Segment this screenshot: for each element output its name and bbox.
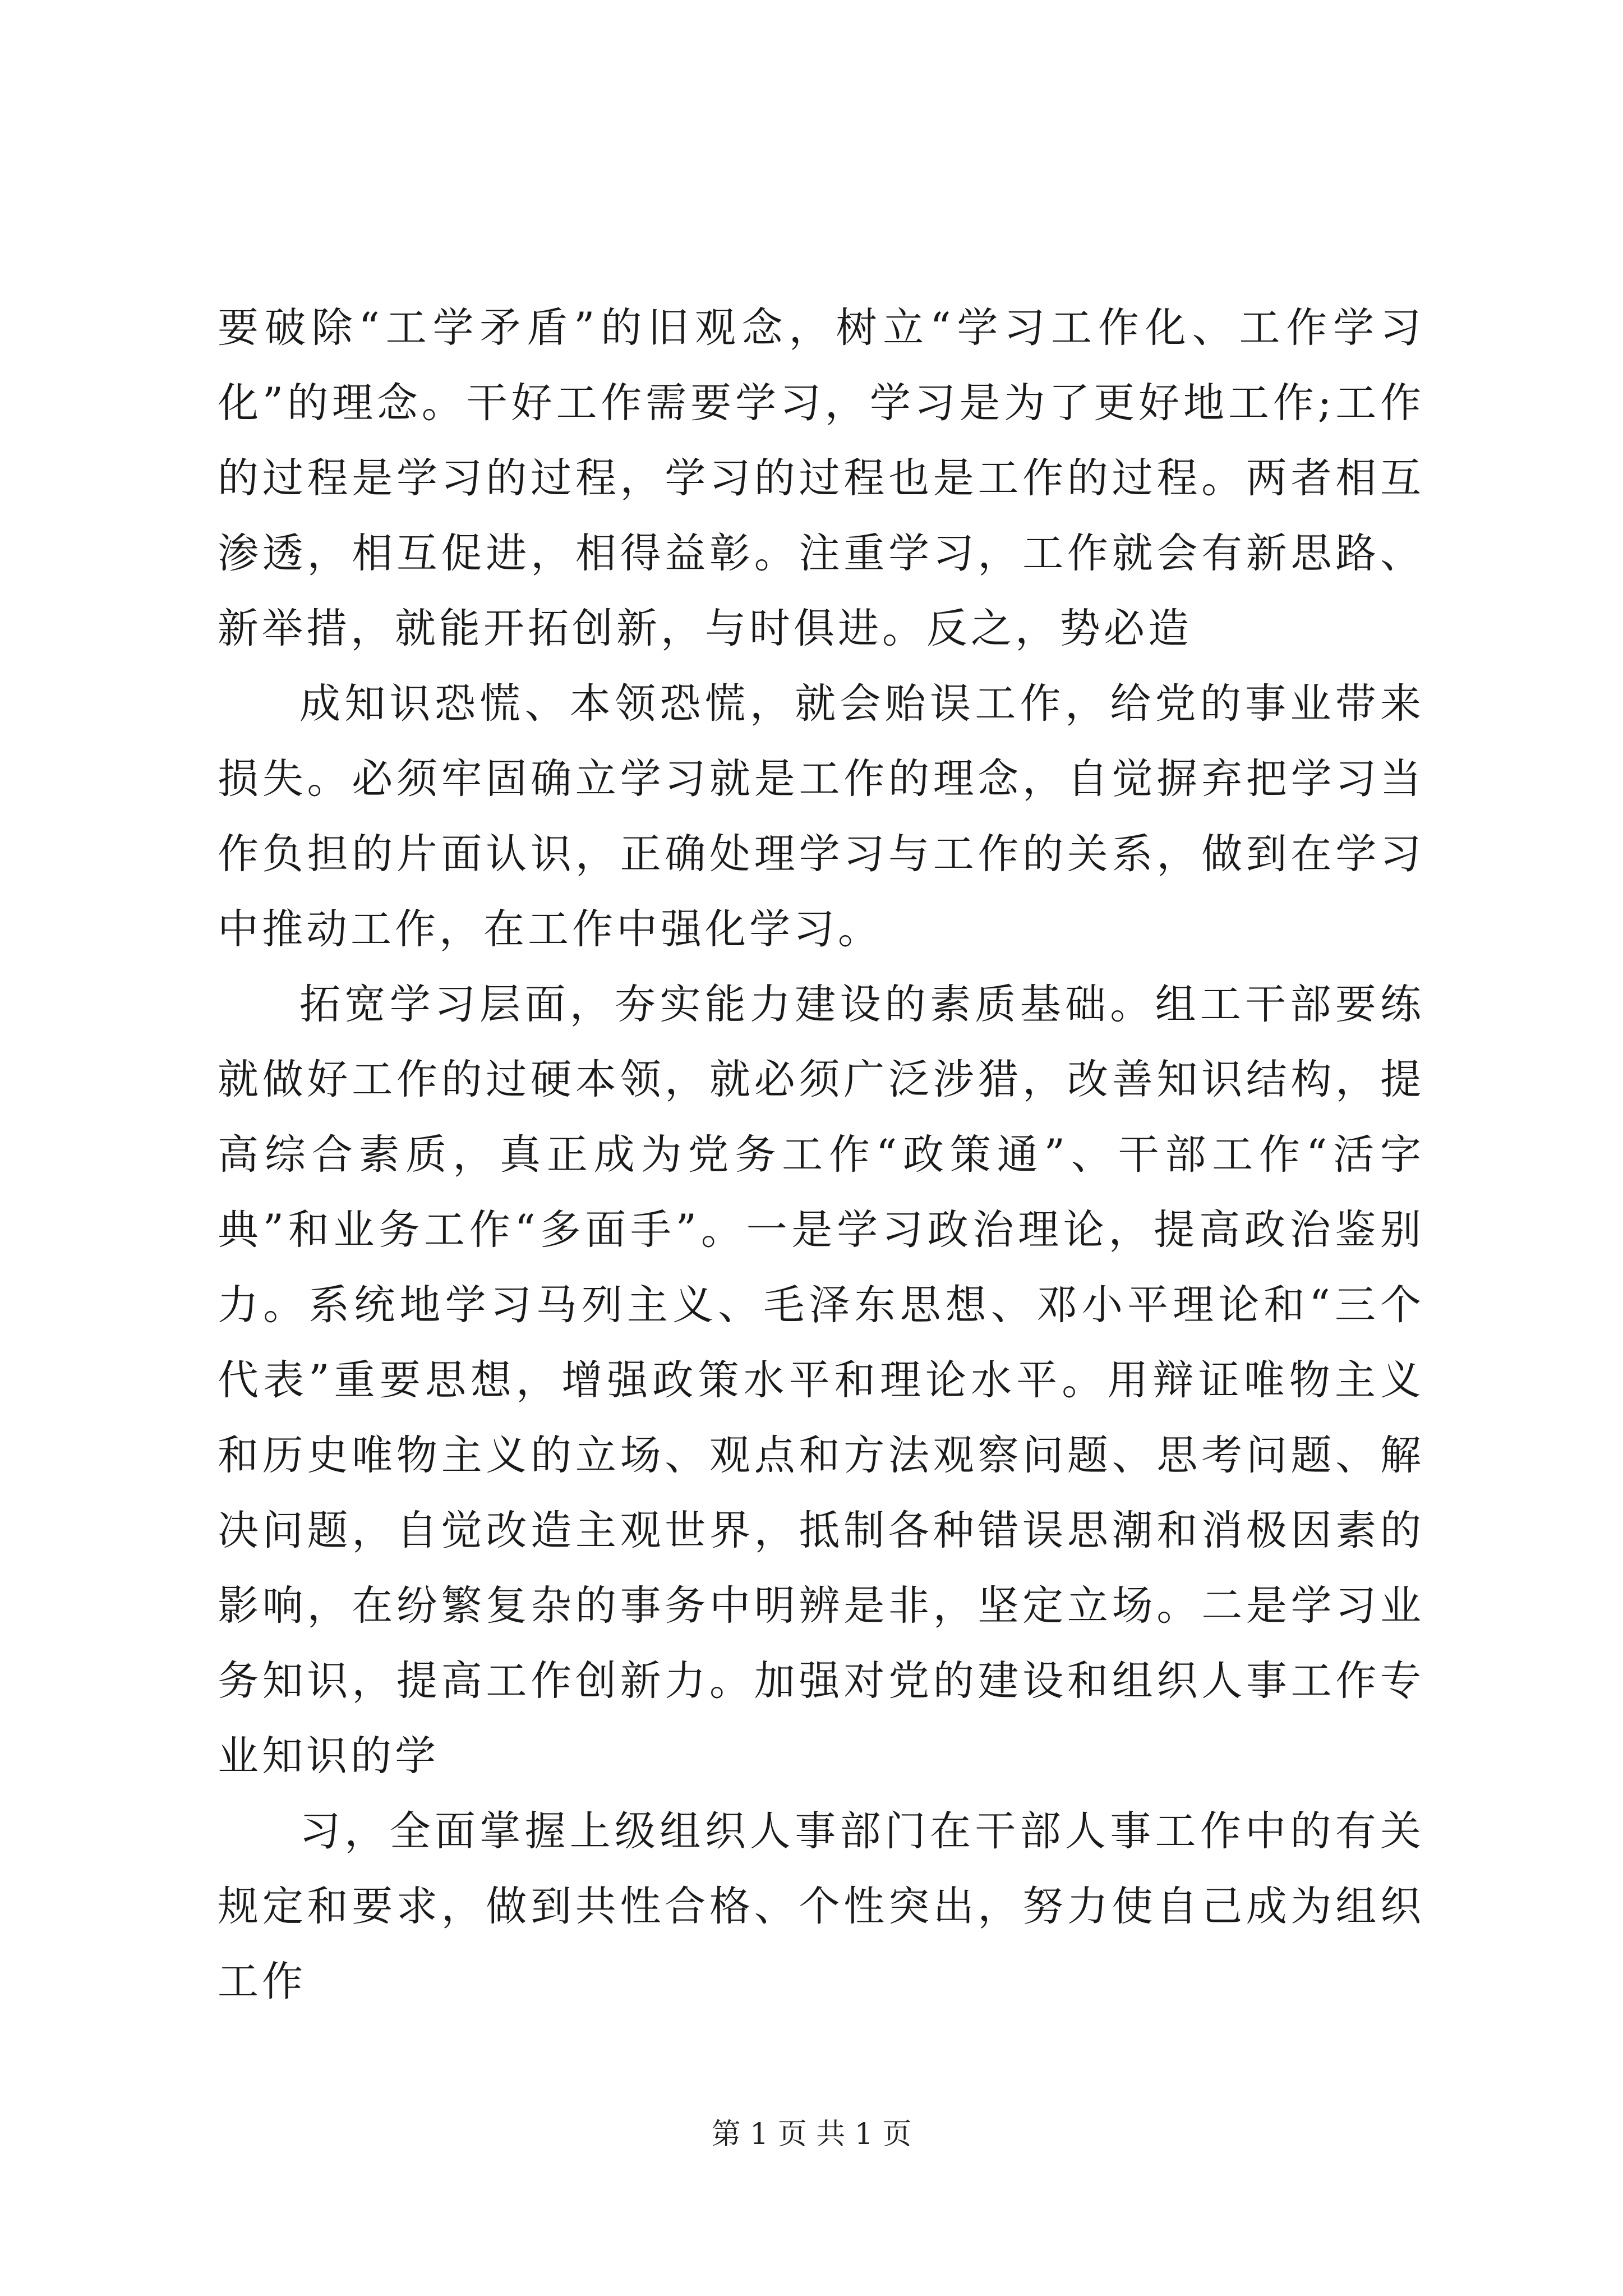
page-footer: 第 1 页 共 1 页	[711, 2118, 912, 2151]
paragraph-2: 成知识恐慌、本领恐慌，就会贻误工作，给党的事业带来损失。必须牢固确立学习就是工作的理念，自觉摒弃把学习当作负担的片面认识，正确处理学习与工作的关系，做到在学习中推动工作，在工作中强化学习。	[218, 680, 1424, 953]
document-body	[218, 291, 1424, 2019]
paragraph-3: 拓宽学习层面，夯实能力建设的素质基础。组工干部要练就做好工作的过硬本领，就必须广泛涉猎，改善知识结构，提高综合素质，真正成为党务工作“政策通”、干部工作“活字典”和业务工作“多面手”。一是学习政治理论，提高政治鉴别力。系统地学习马列主义、毛泽东思想、邓小平理论和“三个代表”重要思想，增强政策水平和理论水平。用辩证唯物主义和历史唯物主义的立场、观点和方法观察问题、思考问题、解决问题，自觉改造主观世界，抵制各种错误思潮和消极因素的影响，在纷繁复杂的事务中明辨是非，坚定立场。二是学习业务知识，提高工作创新力。加强对党的建设和组织人事工作专业知识的学	[218, 981, 1424, 1780]
paragraph-4: 习，全面掌握上级组织人事部门在干部人事工作中的有关规定和要求，做到共性合格、个性突出，努力使自己成为组织工作	[218, 1807, 1424, 2005]
paragraph-1: 要破除“工学矛盾”的旧观念，树立“学习工作化、工作学习化”的理念。干好工作需要学习，学习是为了更好地工作;工作的过程是学习的过程，学习的过程也是工作的过程。两者相互渗透，相互促进，相得益彰。注重学习，工作就会有新思路、新举措，就能开拓创新，与时俱进。反之，势必造	[218, 304, 1424, 652]
